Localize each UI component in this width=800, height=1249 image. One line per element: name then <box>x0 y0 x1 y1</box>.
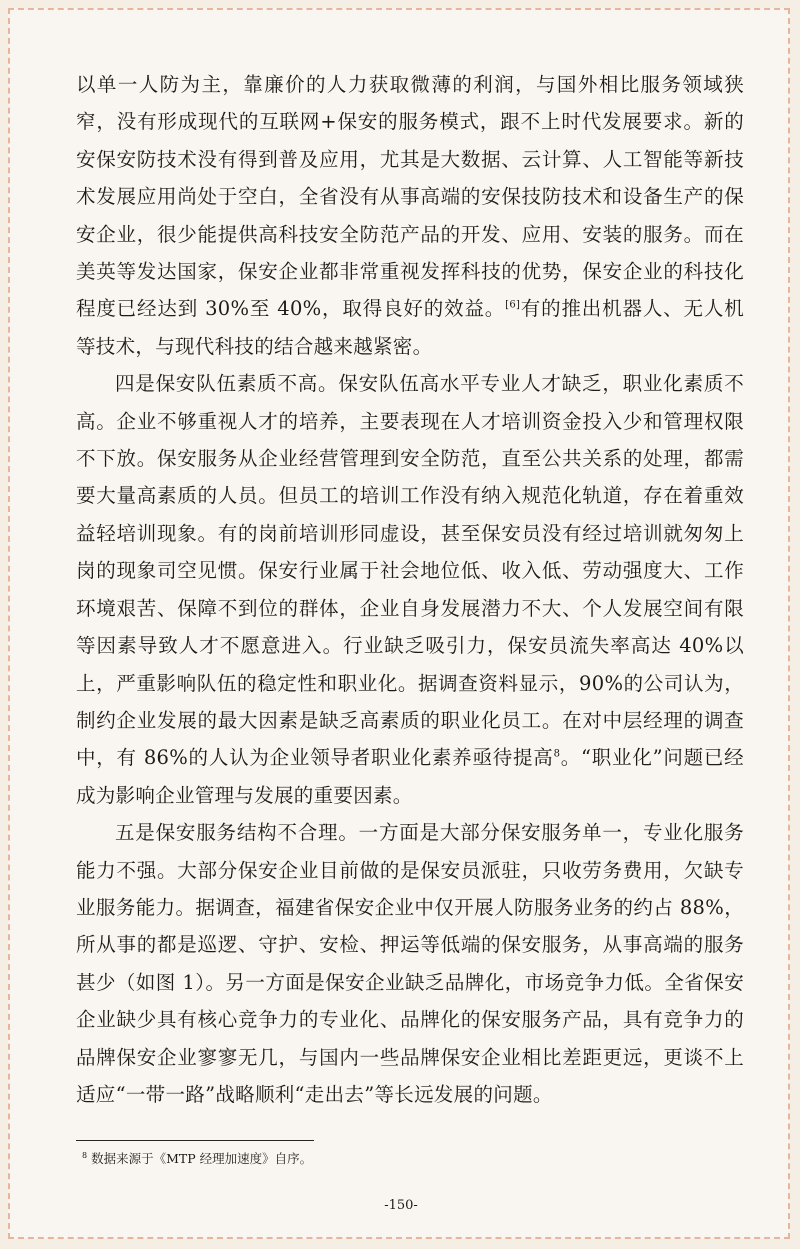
paragraph-1-text: 以单一人防为主，靠廉价的人力获取微薄的利润，与国外相比服务领域狭窄，没有形成现代的互联网+保安的服务模式，跟不上时代发展要求。新的安保安防技术没有得到普及应用，尤其是大数据、云计算、人工智能等新技术发展应用尚处于空白，全省没有从事高端的安保技防技术和设备生产的保安企业，很少能提供高科技安全防范产品的开发、应用、安装的服务。而在美英等发达国家，保安企业都非常重视发挥科技的优势，保安企业的科技化程度已经达到 30%至 40%，取得良好的效益。 <box>76 73 744 321</box>
footnote-marker: 8 <box>82 1150 88 1160</box>
paragraph-2-text: 四是保安队伍素质不高。保安队伍高水平专业人才缺乏，职业化素质不高。企业不够重视人才的培养，主要表现在人才培训资金投入少和管理权限不下放。保安服务从企业经营管理到安全防范，直至公共关系的处理，都需要大量高素质的人员。但员工的培训工作没有纳入规范化轨道，存在着重效益轻培训现象。有的岗前培训形同虚设，甚至保安员没有经过培训就匆匆上岗的现象司空见惯。保安行业属于社会地位低、收入低、劳动强度大、工作环境艰苦、保障不到位的群体，企业自身发展潜力不大、个人发展空间有限等因素导致人才不愿意进入。行业缺乏吸引力，保安员流失率高达 40%以上，严重影响队伍的稳定性和职业化。据调查资料显示，90%的公司认为，制约企业发展的最大因素是缺乏高素质的职业化员工。在对中层经理的调查中，有 86%的人认为企业领导者职业化素养亟待提高 <box>76 372 744 770</box>
document-page <box>8 8 790 1239</box>
citation-6: [6] <box>505 299 521 311</box>
page-number: -150- <box>384 1198 418 1213</box>
paragraph-2 <box>76 365 744 814</box>
footnote <box>82 1150 312 1168</box>
paragraph-3-text: 五是保安服务结构不合理。一方面是大部分保安服务单一，专业化服务能力不强。大部分保安企业目前做的是保安员派驻，只收劳务费用，欠缺专业服务能力。据调查，福建省保安企业中仅开展人防服务业务的约占 88%，所从事的都是巡逻、守护、安检、押运等低端的保安服务，从事高端的服务甚少（如图 1）。另一方面是保安企业缺乏品牌化，市场竞争力低。全省保安企业缺少具有核心竞争力的专业化、品牌化的保安服务产品，具有竞争力的品牌保安企业寥寥无几，与国内一些品牌保安企业相比差距更远，更谈不上适应“一带一路”战略顺利“走出去”等长远发展的问题。 <box>76 821 744 1106</box>
footnote-text: 数据来源于《MTP 经理加速度》自序。 <box>91 1151 313 1166</box>
paragraph-1-text-after: 有的推出机器人、无人机等技术，与现代科技的结合越来越紧密。 <box>76 297 744 358</box>
body-text <box>76 66 744 1113</box>
paragraph-1 <box>76 66 744 365</box>
footnote-ref-8: 8 <box>553 748 561 760</box>
footnote-divider <box>76 1140 314 1141</box>
paragraph-2-text-after: 。“职业化”问题已经成为影响企业管理与发展的重要因素。 <box>76 746 744 807</box>
paragraph-3 <box>76 814 744 1113</box>
